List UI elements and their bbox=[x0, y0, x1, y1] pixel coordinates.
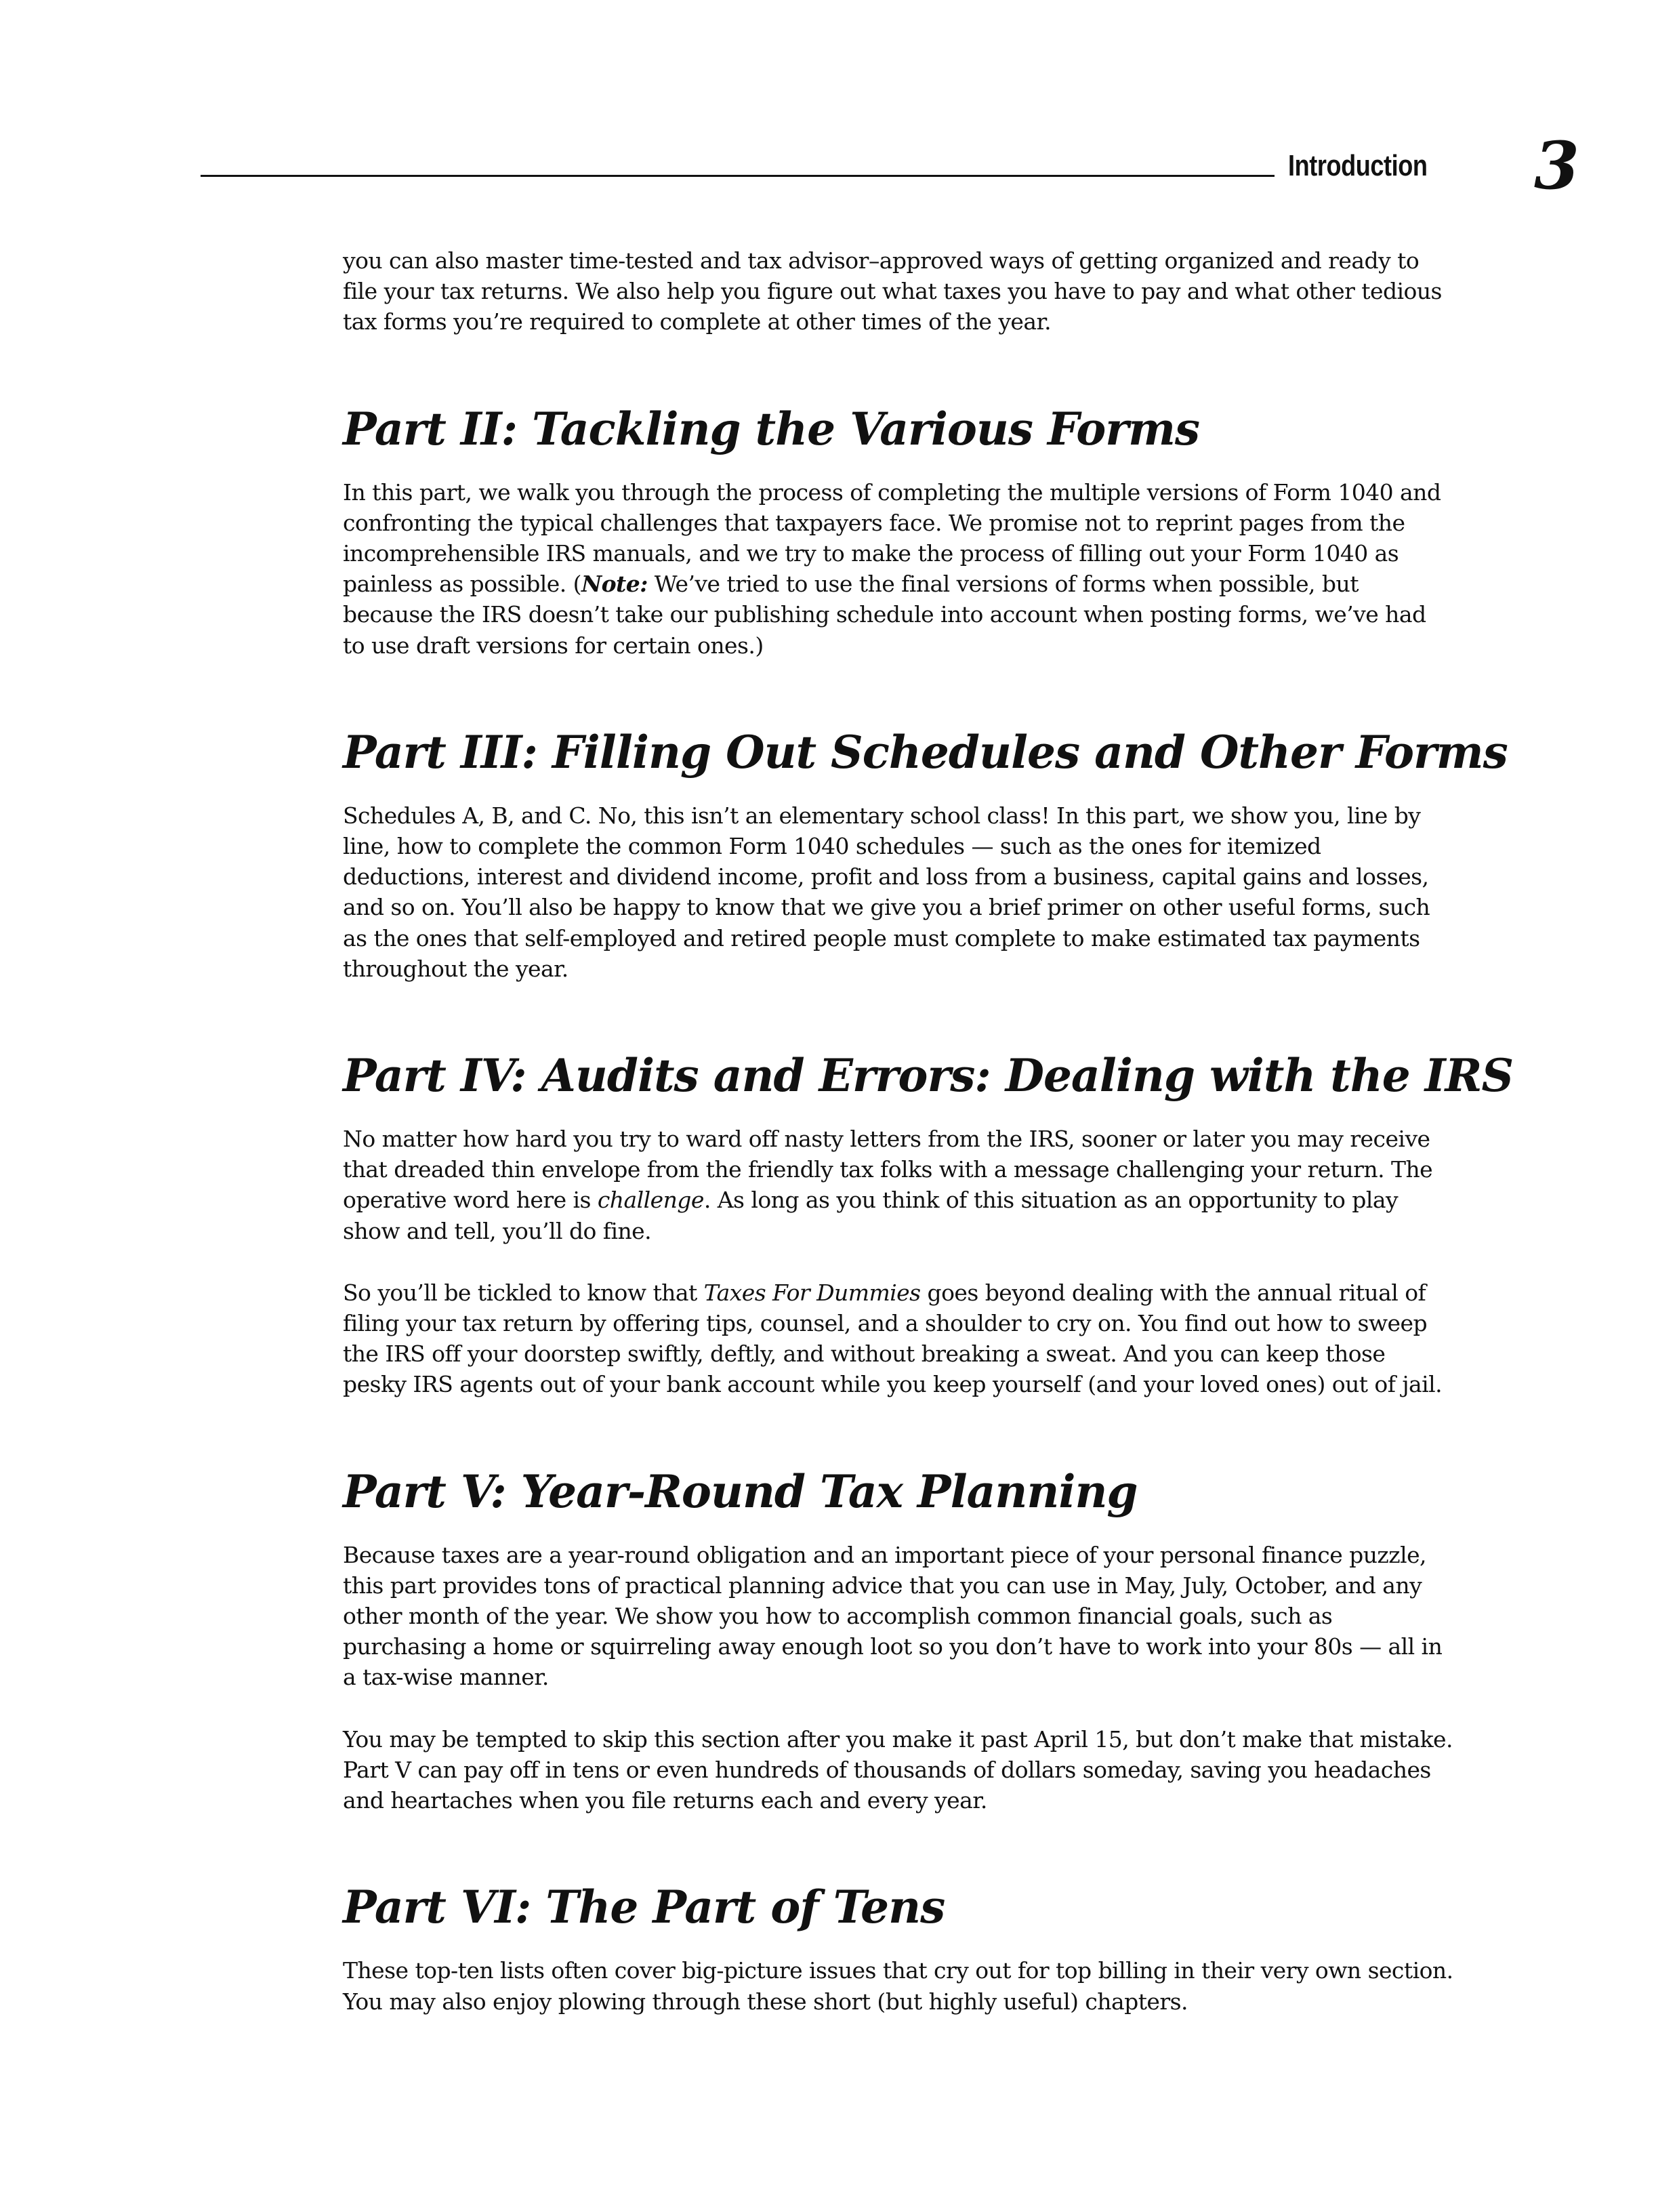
header-rule bbox=[201, 175, 1275, 177]
part-4-p2-text-end: goes beyond dealing with the annual ritual of filing your tax return by offering tips, counsel, and a shoulder to cry on. You find out how to sweep the IRS off your doorstep swiftly, deftly, and without breaking a sweat. And you can keep those pesky IRS agents out of your bank account while you keep yourself (and your loved ones) out of jail. bbox=[343, 1279, 1443, 1398]
part-4-p2-text: So you’ll be tickled to know that bbox=[343, 1279, 704, 1306]
part-3-label: Part III: bbox=[343, 725, 537, 779]
part-4-p1-text: No matter how hard you try to ward off nasty letters from the IRS, sooner or later you may receive that dreaded thin envelope from the friendly tax folks with a message challenging your return. The operative word here is bbox=[343, 1126, 1433, 1214]
part-4-paragraph-1 bbox=[343, 1124, 1454, 1246]
running-header bbox=[201, 127, 1590, 217]
book-title-emphasis: Taxes For Dummies bbox=[703, 1279, 921, 1306]
part-5-paragraph-2: You may be tempted to skip this section after you make it past April 15, but don’t make that mistake. Part V can pay off in tens or even hundreds of thousands of dollars someday, saving you headaches and heartaches when you file returns each and every year. bbox=[343, 1725, 1453, 1814]
part-5-title: Year-Round Tax Planning bbox=[520, 1465, 1138, 1518]
part-2-paragraph bbox=[343, 477, 1454, 661]
part-2-label: Part II: bbox=[343, 402, 517, 455]
part-5-label: Part V: bbox=[343, 1465, 506, 1518]
part-3-title: Filling Out Schedules and Other Forms bbox=[552, 725, 1508, 779]
part-6-paragraph: These top-ten lists often cover big-picture issues that cry out for top billing in their very own section. You may also enjoy plowing through these short (but highly useful) chapters. bbox=[343, 1957, 1453, 2015]
part-4-paragraph-2 bbox=[343, 1277, 1454, 1400]
part-2-title: Tackling the Various Forms bbox=[531, 402, 1200, 455]
page-number: 3 bbox=[1534, 127, 1579, 204]
part-3-paragraph: Schedules A, B, and C. No, this isn’t an elementary school class! In this part, we show you, line by line, how to complete the common Form 1040 schedules — such as the ones for itemized deductions, interest and dividend income, profit and loss from a business, capital gains and losses, and so on. You’ll also be happy to know that we give you a brief primer on other useful forms, such as the ones that self-employed and retired people must complete to make estimated tax payments throughout the year. bbox=[343, 802, 1430, 982]
intro-continuation-paragraph: you can also master time-tested and tax advisor–approved ways of getting organized and ready to file your tax returns. We also help you figure out what taxes you have to pay and what other tedious tax forms you’re required to complete at other times of the year. bbox=[343, 247, 1442, 335]
page-body bbox=[343, 245, 1514, 2017]
part-4-heading bbox=[343, 1046, 1514, 1105]
part-2-note-text: We’ve tried to use the final versions of forms when possible, but because the IRS doesn’t take our publishing schedule into account when posting forms, we’ve had to use draft versions for certain ones.) bbox=[343, 571, 1426, 659]
part-4-p1-text-end: . As long as you think of this situation as an opportunity to play show and tell, you’ll do fine. bbox=[343, 1187, 1399, 1244]
part-4-p1-emphasis: challenge bbox=[597, 1187, 704, 1214]
part-3-heading bbox=[343, 723, 1508, 781]
part-2-text: In this part, we walk you through the process of completing the multiple versions of Form 1040 and confronting the typical challenges that taxpayers face. We promise not to reprint pages from the incomprehensible IRS manuals, and we try to make the process of filling out your Form 1040 as painless as possible. ( bbox=[343, 478, 1441, 598]
note-label: Note: bbox=[581, 571, 648, 598]
part-5-heading bbox=[343, 1462, 1454, 1521]
part-2-heading bbox=[343, 400, 1454, 458]
part-5-paragraph-1: Because taxes are a year-round obligation and an important piece of your personal finance puzzle, this part provides tons of practical planning advice that you can use in May, July, October, and any other month of the year. We show you how to accomplish common financial goals, such as purchasing a home or squirreling away enough loot so you don’t have to work into your 80s — all in a tax-wise manner. bbox=[343, 1541, 1443, 1691]
part-6-heading bbox=[343, 1878, 1454, 1936]
running-head-section: Introduction bbox=[1288, 149, 1428, 182]
part-6-title: The Part of Tens bbox=[545, 1881, 945, 1934]
part-4-title: Audits and Errors: Dealing with the IRS bbox=[541, 1049, 1514, 1103]
part-4-label: Part IV: bbox=[343, 1049, 526, 1103]
part-6-label: Part VI: bbox=[343, 1881, 531, 1934]
